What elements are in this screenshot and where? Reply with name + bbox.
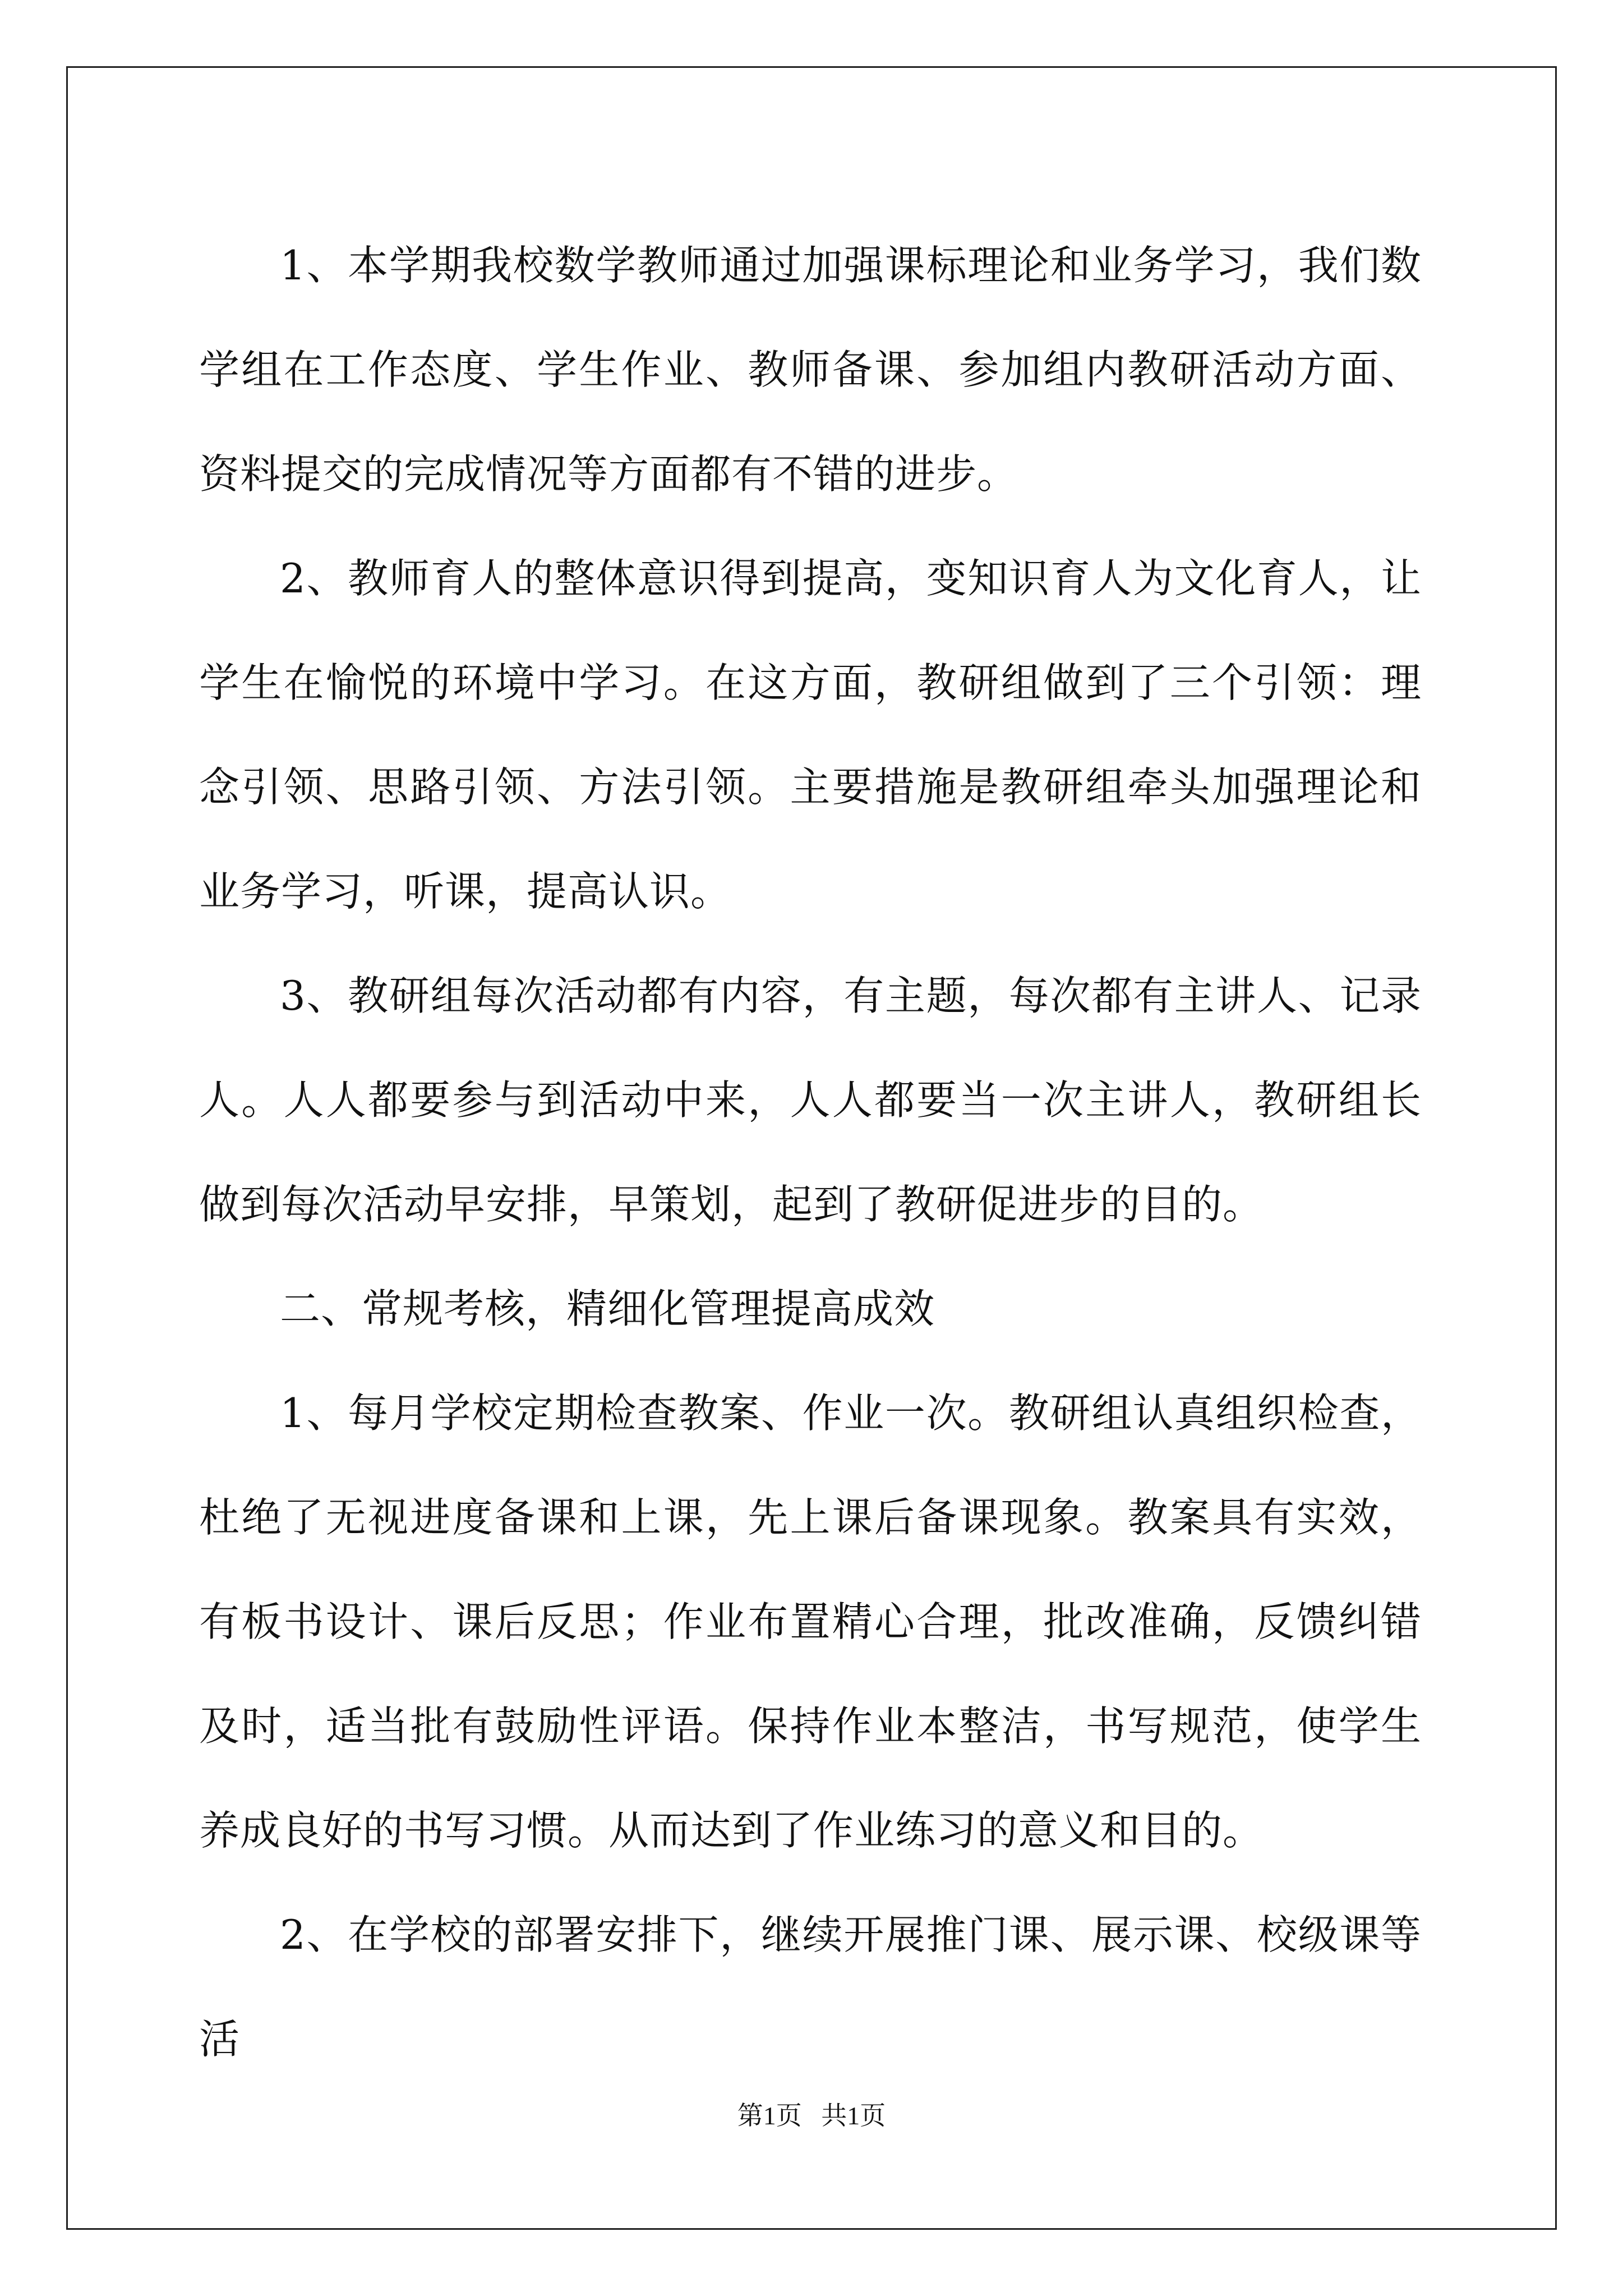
page-number-footer: 第1页 共1页: [737, 2101, 886, 2130]
paragraph-group-activities: 3、教研组每次活动都有内容，有主题，每次都有主讲人、记录人。人人都要参与到活动中来，人人都要当一次主讲人，教研组长做到每次活动早安排，早策划，起到了教研促进步的目的。: [199, 972, 1422, 1228]
paragraph-educating-awareness: 2、教师育人的整体意识得到提高，变知识育人为文化育人，让学生在愉悦的环境中学习。在这方面，教研组做到了三个引领：理念引领、思路引领、方法引领。主要措施是教研组牵头加强理论和业务学习，听课，提高认识。: [199, 555, 1422, 915]
paragraph-monthly-check: 1、每月学校定期检查教案、作业一次。教研组认真组织检查，杜绝了无视进度备课和上课，先上课后备课现象。教案具有实效，有板书设计、课后反思；作业布置精心合理，批改准确，反馈纠错及时，适当批有鼓励性评语。保持作业本整洁，书写规范，使学生养成良好的书写习惯。从而达到了作业练习的意义和目的。: [199, 1389, 1422, 1854]
paragraph-school-deployment: 2、在学校的部署安排下，继续开展推门课、展示课、校级课等活: [199, 1911, 1422, 2063]
paragraph-study-progress: 1、本学期我校数学教师通过加强课标理论和业务学习，我们数学组在工作态度、学生作业、教师备课、参加组内教研活动方面、资料提交的完成情况等方面都有不错的进步。: [199, 242, 1422, 498]
section-heading-routine-assessment: 二、常规考核，精细化管理提高成效: [280, 1285, 935, 1332]
document-body: [199, 213, 1422, 2091]
